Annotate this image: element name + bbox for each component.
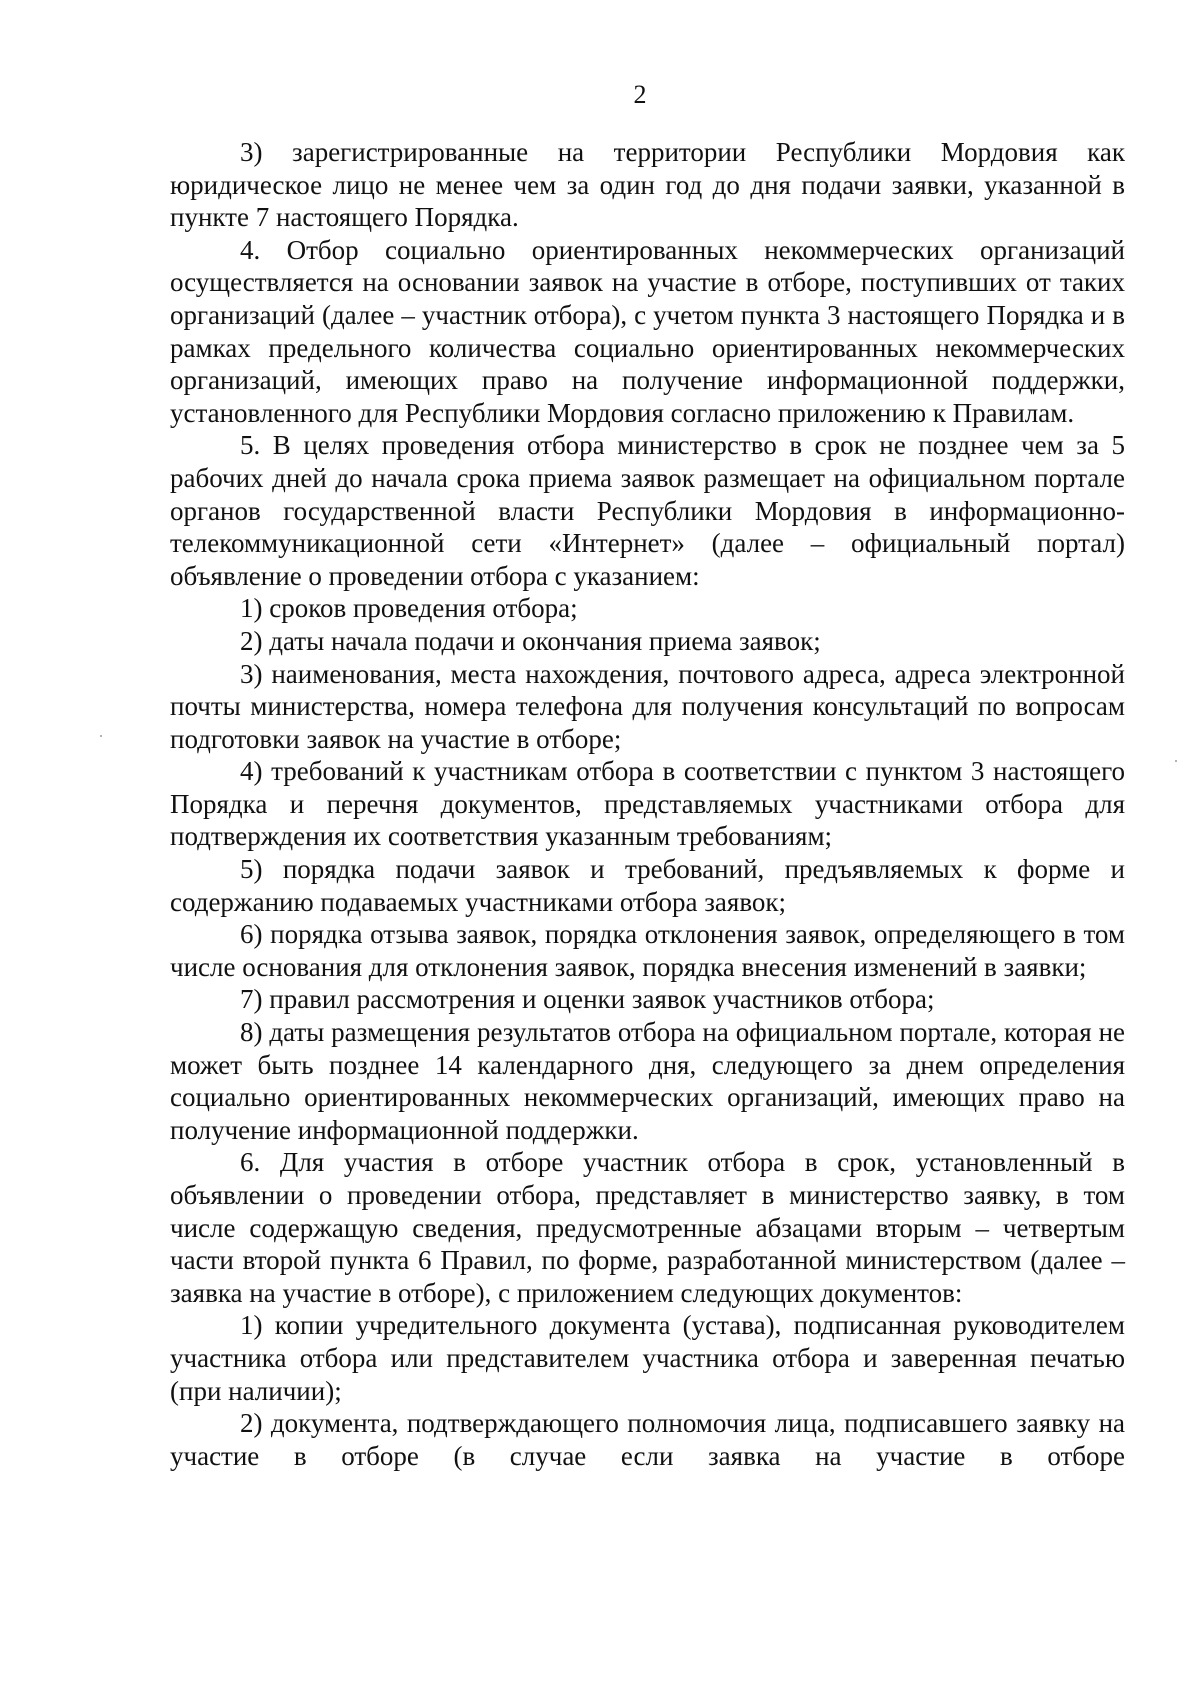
document-body [170, 136, 1125, 1472]
list-item: 3) наименования, места нахождения, почтового адреса, адреса электронной почты министерства, номера телефона для получения консультаций по вопросам подготовки заявок на участие в отборе; [170, 658, 1125, 754]
list-item: 1) копии учредительного документа (устава), подписанная руководителем участника отбора или представителем участника отбора и заверенная печатью (при наличии); [170, 1310, 1125, 1406]
list-item: 4) требований к участникам отбора в соответствии с пунктом 3 настоящего Порядка и перечня документов, представляемых участниками отбора для подтверждения их соответствия указанным требованиям; [170, 756, 1125, 852]
paragraph: 4. Отбор социально ориентированных некоммерческих организаций осуществляется на основании заявок на участие в отборе, поступивших от таких организаций (далее – участник отбора), с учетом пункта 3 настоящего Порядка и в рамках предельного количества социально ориентированных некоммерческих организаций, имеющих право на получение информационной поддержки, установленного для Республики Мордовия согласно приложению к Правилам. [170, 234, 1125, 428]
list-item: 8) даты размещения результатов отбора на официальном портале, которая не может быть позднее 14 календарного дня, следующего за днем определения социально ориентированных некоммерческих организаций, имеющих право на получение информационной поддержки. [170, 1017, 1125, 1145]
list-item: 2) даты начала подачи и окончания приема заявок; [240, 625, 821, 656]
page-number: 2 [633, 80, 647, 109]
paragraph: 3) зарегистрированные на территории Республики Мордовия как юридическое лицо не менее чем за один год до дня подачи заявки, указанной в пункте 7 настоящего Порядка. [170, 137, 1125, 233]
scan-speck [1175, 760, 1177, 762]
list-item: 7) правил рассмотрения и оценки заявок участников отбора; [240, 984, 935, 1015]
list-item: 6) порядка отзыва заявок, порядка отклонения заявок, определяющего в том числе основания для отклонения заявок, порядка внесения изменений в заявки; [170, 919, 1125, 982]
list-item: 5) порядка подачи заявок и требований, предъявляемых к форме и содержанию подаваемых участниками отбора заявок; [170, 854, 1125, 917]
list-item: 2) документа, подтверждающего полномочия лица, подписавшего заявку на участие в отборе (в случае если заявка на участие в отборе [170, 1408, 1125, 1471]
paragraph: 5. В целях проведения отбора министерство в срок не позднее чем за 5 рабочих дней до начала срока приема заявок размещает на официальном портале органов государственной власти Республики Мордовия в информационно-телекоммуникационной сети «Интернет» (далее – официальный портал) объявление о проведении отбора с указанием: [170, 430, 1125, 591]
paragraph: 6. Для участия в отборе участник отбора в срок, установленный в объявлении о проведении отбора, представляет в министерство заявку, в том числе содержащую сведения, предусмотренные абзацами вторым – четвертым части второй пункта 6 Правил, по форме, разработанной министерством (далее – заявка на участие в отборе), с приложением следующих документов: [170, 1147, 1125, 1308]
scan-speck [100, 735, 102, 737]
list-item: 1) сроков проведения отбора; [240, 593, 578, 624]
